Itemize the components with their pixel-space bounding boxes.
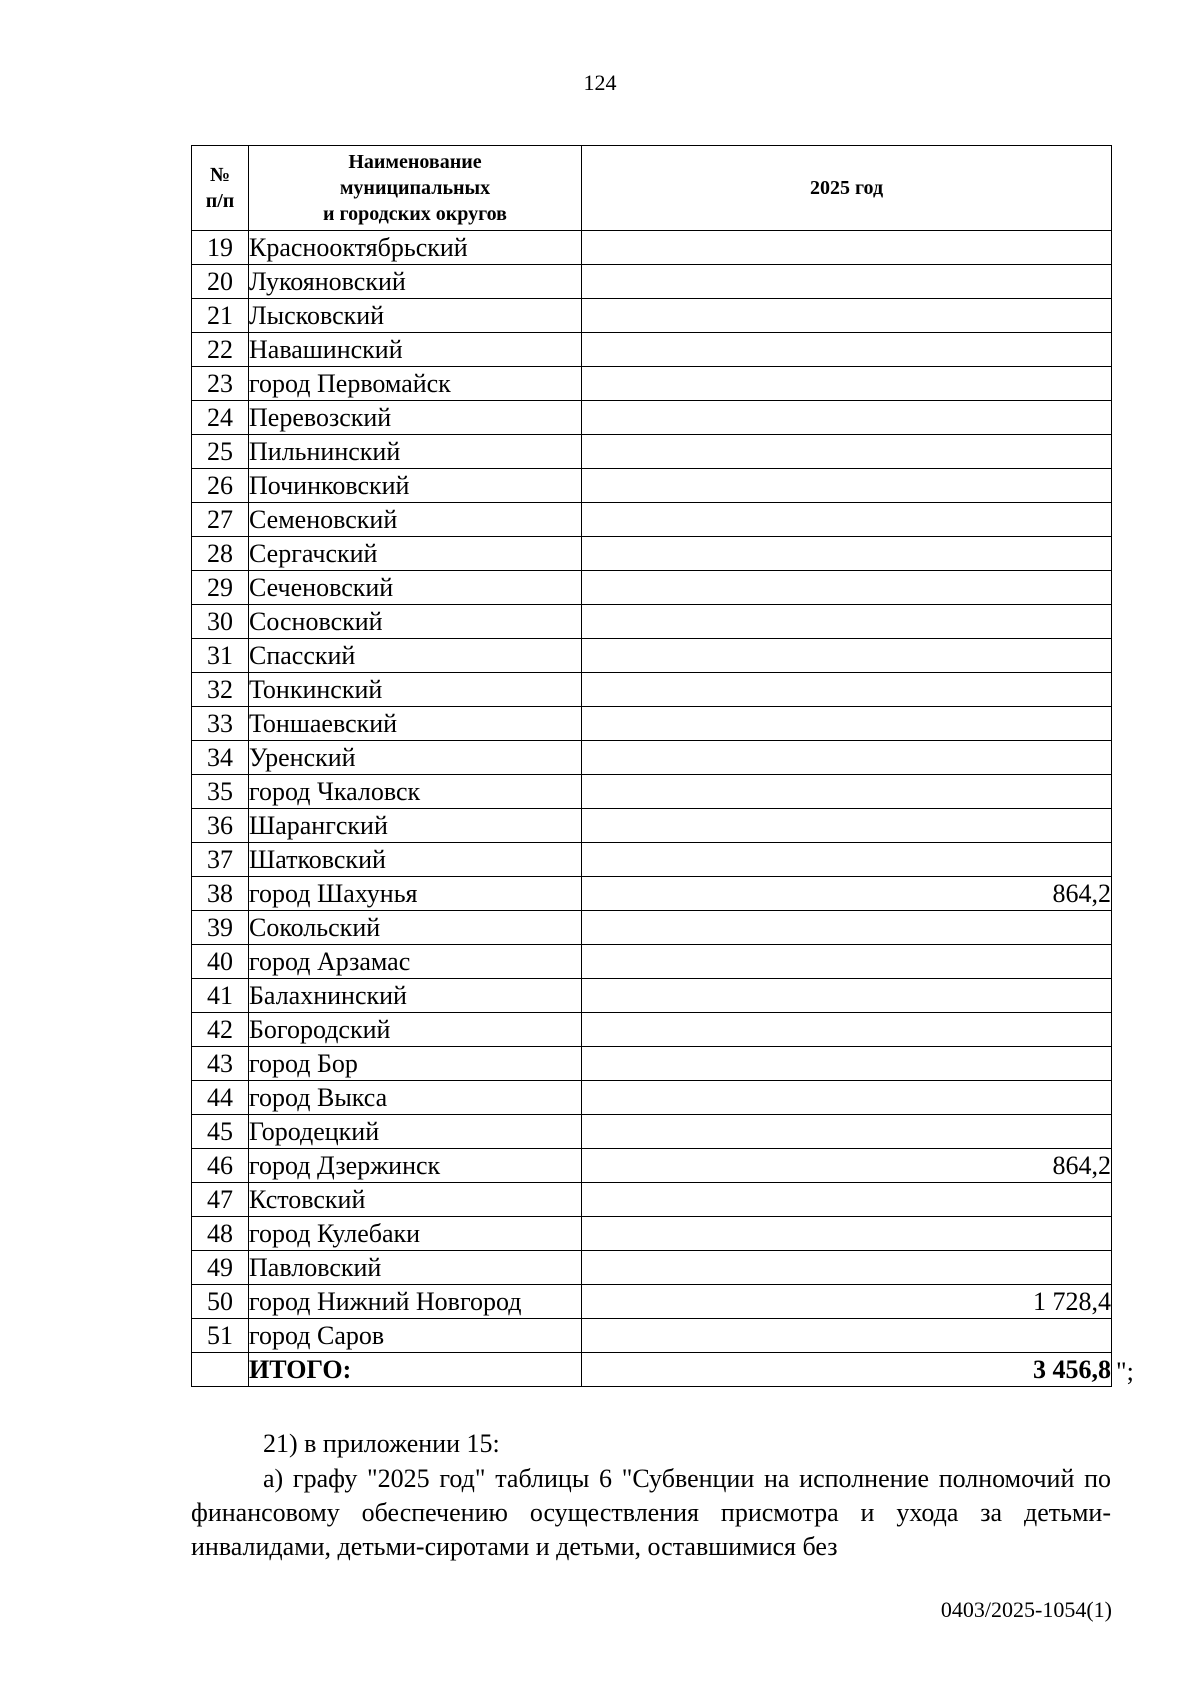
row-value <box>582 1217 1112 1251</box>
row-number: 27 <box>192 503 249 537</box>
row-name: Лукояновский <box>249 265 582 299</box>
row-name: Спасский <box>249 639 582 673</box>
table-row <box>192 537 1112 571</box>
table-row <box>192 571 1112 605</box>
table-row <box>192 1013 1112 1047</box>
row-name: Кстовский <box>249 1183 582 1217</box>
row-value <box>582 299 1112 333</box>
table-row <box>192 469 1112 503</box>
row-value: 864,2 <box>582 1149 1112 1183</box>
row-name: город Саров <box>249 1319 582 1353</box>
row-value <box>582 843 1112 877</box>
row-name: город Нижний Новгород <box>249 1285 582 1319</box>
row-number: 22 <box>192 333 249 367</box>
row-number: 42 <box>192 1013 249 1047</box>
row-number: 40 <box>192 945 249 979</box>
row-value <box>582 707 1112 741</box>
row-name: Сокольский <box>249 911 582 945</box>
table-row <box>192 1081 1112 1115</box>
row-value <box>582 945 1112 979</box>
row-number: 44 <box>192 1081 249 1115</box>
row-value <box>582 265 1112 299</box>
table-row <box>192 231 1112 265</box>
table-row <box>192 299 1112 333</box>
row-number: 49 <box>192 1251 249 1285</box>
paragraph-item-a: а) графу "2025 год" таблицы 6 "Субвенции на исполнение полномочий по финансовому обеспечению осуществления присмотра и ухода за детьми-инвалидами, детьми-сиротами и детьми, оставшимися без <box>191 1464 1111 1561</box>
table-row <box>192 503 1112 537</box>
table-row <box>192 1217 1112 1251</box>
table-row <box>192 605 1112 639</box>
row-number: 34 <box>192 741 249 775</box>
header-year: 2025 год <box>582 146 1112 231</box>
row-number: 37 <box>192 843 249 877</box>
row-name: Тоншаевский <box>249 707 582 741</box>
subvention-table <box>191 145 1112 1387</box>
table-header-row <box>192 146 1112 231</box>
table-row <box>192 673 1112 707</box>
document-code: 0403/2025-1054(1) <box>940 1597 1112 1622</box>
row-value <box>582 605 1112 639</box>
row-value <box>582 401 1112 435</box>
row-name: Перевозский <box>249 401 582 435</box>
row-number: 48 <box>192 1217 249 1251</box>
row-value <box>582 1115 1112 1149</box>
row-name: город Кулебаки <box>249 1217 582 1251</box>
table-row <box>192 979 1112 1013</box>
row-name: Сосновский <box>249 605 582 639</box>
row-number: 51 <box>192 1319 249 1353</box>
table-row <box>192 1285 1112 1319</box>
row-number: 30 <box>192 605 249 639</box>
row-name: Павловский <box>249 1251 582 1285</box>
row-number: 32 <box>192 673 249 707</box>
paragraph-item-21: 21) в приложении 15: <box>263 1429 500 1458</box>
table-row <box>192 265 1112 299</box>
row-name: город Бор <box>249 1047 582 1081</box>
row-value <box>582 503 1112 537</box>
table-row <box>192 809 1112 843</box>
row-name: Шатковский <box>249 843 582 877</box>
table-row <box>192 741 1112 775</box>
row-number: 41 <box>192 979 249 1013</box>
table-row <box>192 1115 1112 1149</box>
row-name: город Шахунья <box>249 877 582 911</box>
row-value: 864,2 <box>582 877 1112 911</box>
row-name: Навашинский <box>249 333 582 367</box>
page-number: 124 <box>583 70 617 95</box>
row-number: 21 <box>192 299 249 333</box>
closing-quote: "; <box>1116 1357 1134 1386</box>
row-value <box>582 1013 1112 1047</box>
table-row <box>192 1047 1112 1081</box>
row-name: Семеновский <box>249 503 582 537</box>
table-row <box>192 639 1112 673</box>
table-row <box>192 1183 1112 1217</box>
row-name: город Чкаловск <box>249 775 582 809</box>
table-row <box>192 367 1112 401</box>
row-name: Починковский <box>249 469 582 503</box>
row-name: Сергачский <box>249 537 582 571</box>
table-row <box>192 877 1112 911</box>
row-name: город Выкса <box>249 1081 582 1115</box>
row-number: 46 <box>192 1149 249 1183</box>
row-name: город Дзержинск <box>249 1149 582 1183</box>
header-name: Наименование муниципальных и городских округов <box>249 146 582 231</box>
row-name: Пильнинский <box>249 435 582 469</box>
row-value <box>582 231 1112 265</box>
row-name: Городецкий <box>249 1115 582 1149</box>
row-number: 20 <box>192 265 249 299</box>
row-value <box>582 741 1112 775</box>
row-number: 26 <box>192 469 249 503</box>
total-row <box>192 1353 1112 1387</box>
table-row <box>192 1251 1112 1285</box>
row-name: Лысковский <box>249 299 582 333</box>
row-number: 23 <box>192 367 249 401</box>
row-value <box>582 911 1112 945</box>
row-number: 29 <box>192 571 249 605</box>
row-value <box>582 537 1112 571</box>
row-value <box>582 809 1112 843</box>
row-name: Тонкинский <box>249 673 582 707</box>
table-row <box>192 1149 1112 1183</box>
table-row <box>192 843 1112 877</box>
row-number: 39 <box>192 911 249 945</box>
row-name: город Первомайск <box>249 367 582 401</box>
row-number: 43 <box>192 1047 249 1081</box>
row-value <box>582 775 1112 809</box>
row-value <box>582 1319 1112 1353</box>
row-number: 31 <box>192 639 249 673</box>
row-number: 19 <box>192 231 249 265</box>
row-value <box>582 1081 1112 1115</box>
row-name: Уренский <box>249 741 582 775</box>
row-name: город Арзамас <box>249 945 582 979</box>
table-row <box>192 707 1112 741</box>
row-name: Богородский <box>249 1013 582 1047</box>
table-row <box>192 333 1112 367</box>
table-row <box>192 775 1112 809</box>
row-number: 47 <box>192 1183 249 1217</box>
row-value <box>582 571 1112 605</box>
row-value <box>582 1047 1112 1081</box>
row-number: 28 <box>192 537 249 571</box>
table-row <box>192 435 1112 469</box>
table-row <box>192 401 1112 435</box>
row-value <box>582 1251 1112 1285</box>
row-name: Шарангский <box>249 809 582 843</box>
row-number: 38 <box>192 877 249 911</box>
row-value <box>582 979 1112 1013</box>
row-number: 24 <box>192 401 249 435</box>
row-value <box>582 639 1112 673</box>
row-name: Балахнинский <box>249 979 582 1013</box>
header-num: № п/п <box>192 146 249 231</box>
table-row <box>192 1319 1112 1353</box>
row-number: 45 <box>192 1115 249 1149</box>
row-value: 1 728,4 <box>582 1285 1112 1319</box>
table-body <box>192 231 1112 1353</box>
row-value <box>582 1183 1112 1217</box>
row-value <box>582 367 1112 401</box>
row-name: Краснооктябрьский <box>249 231 582 265</box>
total-label: ИТОГО: <box>249 1353 582 1387</box>
row-value <box>582 673 1112 707</box>
row-value <box>582 469 1112 503</box>
table-row <box>192 945 1112 979</box>
total-num <box>192 1353 249 1387</box>
row-value <box>582 333 1112 367</box>
row-name: Сеченовский <box>249 571 582 605</box>
total-value: 3 456,8 <box>582 1353 1112 1387</box>
row-number: 35 <box>192 775 249 809</box>
row-number: 25 <box>192 435 249 469</box>
row-number: 36 <box>192 809 249 843</box>
table-row <box>192 911 1112 945</box>
row-number: 33 <box>192 707 249 741</box>
row-number: 50 <box>192 1285 249 1319</box>
row-value <box>582 435 1112 469</box>
